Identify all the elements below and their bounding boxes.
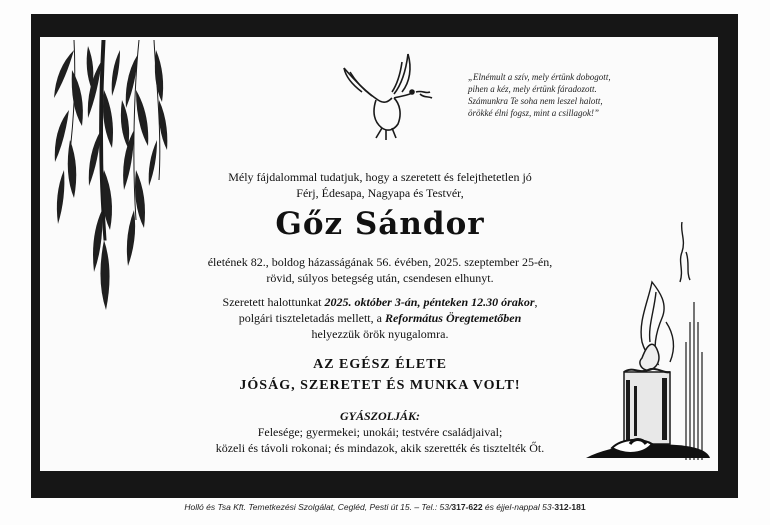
footer-mid: és éjjel-nappal 53- xyxy=(482,502,555,512)
funeral-suffix: , xyxy=(534,295,538,309)
funeral-line xyxy=(130,294,630,310)
quote-line: Számunkra Te soha nem leszel halott, xyxy=(468,96,603,106)
ceremony-line xyxy=(130,310,630,326)
footer-text: Holló és Tsa Kft. Temetkezési Szolgálat, Cegléd, Pesti út 15. – Tel.: 53/ xyxy=(184,502,452,512)
mourners-list-1: Felesége; gyermekei; unokái; testvére családjaival; xyxy=(257,425,503,439)
funeral-place: Református Öregtemetőben xyxy=(384,311,522,325)
death-details: rövid, súlyos betegség után, csendesen elhunyt. xyxy=(266,271,494,285)
rest-line: helyezzük örök nyugalomra. xyxy=(311,327,449,341)
quote-line: pihen a kéz, mely értünk fáradozott. xyxy=(468,84,597,94)
memorial-quote xyxy=(468,71,688,119)
intro-text: Mély fájdalommal tudatjuk, hogy a szeretett és felejthetetlen jó xyxy=(228,170,532,184)
footer-phone-1: 317-622 xyxy=(451,502,483,512)
quote-line: örökké élni fogsz, mint a csillagok!” xyxy=(468,108,599,118)
funeral-date: 2025. október 3-án, pénteken 12.30 órakor xyxy=(324,295,535,309)
mourners-list-2: közeli és távoli rokonai; és mindazok, akik szerették és tisztelték Őt. xyxy=(215,441,545,455)
funeral-home-footer xyxy=(0,502,770,512)
deceased-name: Gőz Sándor xyxy=(275,206,485,242)
funeral-prefix: Szeretett halottunkat xyxy=(222,295,325,309)
motto-line-1: AZ EGÉSZ ÉLETE xyxy=(313,357,447,372)
family-roles: Férj, Édesapa, Nagyapa és Testvér, xyxy=(296,186,464,200)
motto-line-2: JÓSÁG, SZERETET ÉS MUNKA VOLT! xyxy=(239,378,521,393)
mourners-heading: GYÁSZOLJÁK: xyxy=(339,409,420,423)
ceremony-prefix: polgári tiszteletadás mellett, a xyxy=(238,311,385,325)
quote-line: „Elnémult a szív, mely értünk dobogott, xyxy=(468,72,611,82)
life-details: életének 82., boldog házasságának 56. évében, 2025. szeptember 25-én, xyxy=(207,255,553,269)
dove-icon xyxy=(336,52,436,142)
footer-phone-2: 312-181 xyxy=(554,502,586,512)
